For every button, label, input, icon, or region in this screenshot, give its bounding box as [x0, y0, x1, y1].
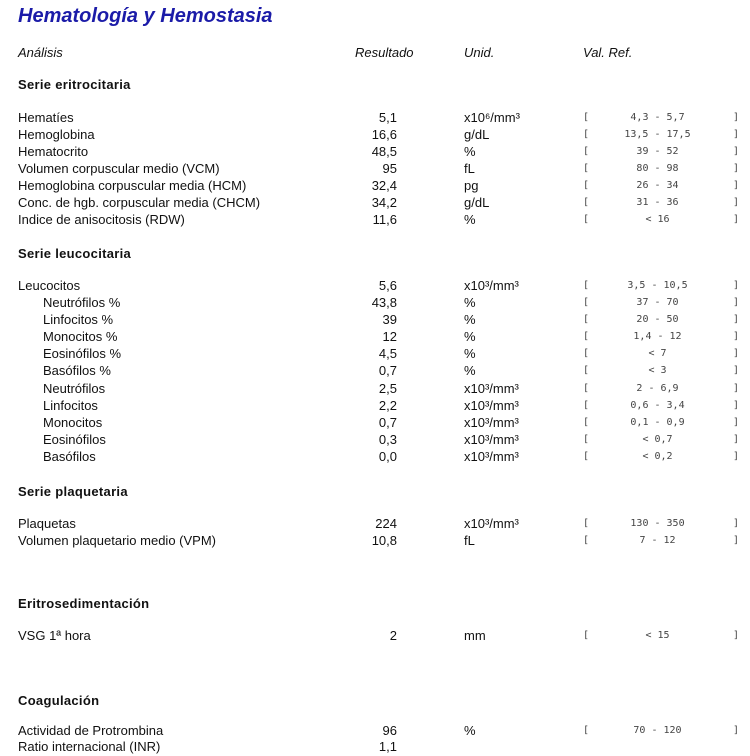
- row-label: Leucocitos: [18, 278, 81, 293]
- table-row: [0, 363, 750, 380]
- ref-bracket-open: [: [583, 112, 590, 123]
- table-row: [0, 381, 750, 398]
- row-ref: 20 - 50: [636, 314, 679, 325]
- row-label: Hemoglobina corpuscular media (HCM): [18, 178, 247, 193]
- row-result: 2,5: [378, 381, 397, 396]
- header-unid: Unid.: [464, 45, 495, 60]
- ref-bracket-close: ]: [733, 400, 740, 411]
- row-ref: 37 - 70: [636, 297, 679, 308]
- ref-bracket-open: [: [583, 400, 590, 411]
- row-ref: 0,6 - 3,4: [630, 400, 685, 411]
- table-row: [0, 516, 750, 533]
- row-result: 0,3: [378, 432, 397, 447]
- table-row: [0, 432, 750, 449]
- ref-bracket-open: [: [583, 197, 590, 208]
- row-label: Volumen corpuscular medio (VCM): [18, 161, 220, 176]
- ref-bracket-close: ]: [733, 535, 740, 546]
- ref-bracket-open: [: [583, 451, 590, 462]
- row-result: 4,5: [378, 346, 397, 361]
- row-ref: 13,5 - 17,5: [624, 129, 691, 140]
- row-result: 10,8: [371, 533, 397, 548]
- table-row: [0, 723, 750, 740]
- table-row: [0, 312, 750, 329]
- row-ref: < 7: [648, 348, 667, 359]
- row-label: Eosinófilos %: [43, 346, 122, 361]
- row-result: 11,6: [372, 212, 397, 227]
- ref-bracket-close: ]: [733, 297, 740, 308]
- row-unit: x10³/mm³: [464, 415, 519, 430]
- row-result: 16,6: [371, 127, 397, 142]
- row-ref: 31 - 36: [636, 197, 679, 208]
- row-result: 12: [382, 329, 397, 344]
- row-label: VSG 1ª hora: [18, 628, 91, 643]
- row-unit: fL: [464, 533, 475, 548]
- row-result: 5,1: [378, 110, 397, 125]
- row-unit: x10³/mm³: [464, 381, 519, 396]
- ref-bracket-open: [: [583, 297, 590, 308]
- row-unit: %: [464, 312, 476, 327]
- table-row: [0, 739, 750, 756]
- row-ref: 2 - 6,9: [636, 383, 679, 394]
- table-row: [0, 449, 750, 466]
- row-result: 224: [375, 516, 397, 531]
- row-result: 95: [382, 161, 397, 176]
- row-label: Indice de anisocitosis (RDW): [18, 212, 185, 227]
- row-ref: 26 - 34: [636, 180, 679, 191]
- row-label: Hemoglobina: [18, 127, 95, 142]
- row-result: 96: [382, 723, 397, 738]
- row-unit: x10³/mm³: [464, 398, 519, 413]
- row-result: 2: [389, 628, 397, 643]
- row-ref: 70 - 120: [633, 725, 682, 736]
- ref-bracket-close: ]: [733, 518, 740, 529]
- row-ref: < 15: [645, 630, 670, 641]
- ref-bracket-close: ]: [733, 630, 740, 641]
- row-unit: %: [464, 295, 476, 310]
- section-title-eritrosed: Eritrosedimentación: [18, 596, 150, 611]
- ref-bracket-open: [: [583, 725, 590, 736]
- table-row: [0, 278, 750, 295]
- row-unit: %: [464, 363, 476, 378]
- row-ref: 80 - 98: [636, 163, 679, 174]
- section-title-plaq: Serie plaquetaria: [18, 484, 128, 499]
- ref-bracket-open: [: [583, 535, 590, 546]
- ref-bracket-close: ]: [733, 180, 740, 191]
- row-label: Plaquetas: [18, 516, 76, 531]
- row-result: 43,8: [371, 295, 397, 310]
- ref-bracket-open: [: [583, 348, 590, 359]
- ref-bracket-open: [: [583, 331, 590, 342]
- row-label: Actividad de Protrombina: [18, 723, 164, 738]
- table-row: [0, 295, 750, 312]
- row-result: 48,5: [371, 144, 397, 159]
- ref-bracket-open: [: [583, 146, 590, 157]
- row-result: 39: [382, 312, 397, 327]
- row-ref: 1,4 - 12: [633, 331, 682, 342]
- ref-bracket-close: ]: [733, 348, 740, 359]
- row-result: 32,4: [371, 178, 397, 193]
- row-unit: x10³/mm³: [464, 278, 519, 293]
- row-label: Basófilos %: [43, 363, 111, 378]
- row-label: Linfocitos %: [43, 312, 114, 327]
- row-ref: 130 - 350: [630, 518, 685, 529]
- table-row: [0, 628, 750, 645]
- row-label: Monocitos %: [43, 329, 118, 344]
- ref-bracket-open: [: [583, 630, 590, 641]
- row-ref: < 0,2: [642, 451, 673, 462]
- row-unit: %: [464, 212, 476, 227]
- row-label: Eosinófilos: [43, 432, 106, 447]
- table-row: [0, 415, 750, 432]
- table-row: [0, 533, 750, 550]
- ref-bracket-close: ]: [733, 434, 740, 445]
- ref-bracket-close: ]: [733, 725, 740, 736]
- row-label: Hematocrito: [18, 144, 89, 159]
- row-result: 5,6: [378, 278, 397, 293]
- ref-bracket-open: [: [583, 280, 590, 291]
- row-unit: %: [464, 329, 476, 344]
- row-ref: < 3: [648, 365, 667, 376]
- row-result: 34,2: [371, 195, 397, 210]
- header-resultado: Resultado: [355, 45, 414, 60]
- row-ref: 7 - 12: [639, 535, 676, 546]
- row-ref: 39 - 52: [636, 146, 679, 157]
- ref-bracket-open: [: [583, 365, 590, 376]
- row-ref: 3,5 - 10,5: [627, 280, 688, 291]
- row-ref: < 0,7: [642, 434, 673, 445]
- row-result: 0,0: [378, 449, 397, 464]
- page-title: Hematología y Hemostasia: [18, 5, 273, 27]
- ref-bracket-close: ]: [733, 146, 740, 157]
- ref-bracket-close: ]: [733, 451, 740, 462]
- table-row: [0, 178, 750, 195]
- table-row: [0, 195, 750, 212]
- table-row: [0, 144, 750, 161]
- row-label: Hematíes: [18, 110, 74, 125]
- header-valref: Val. Ref.: [583, 45, 633, 60]
- row-result: 0,7: [378, 415, 397, 430]
- ref-bracket-open: [: [583, 434, 590, 445]
- row-ref: 0,1 - 0,9: [630, 417, 685, 428]
- row-result: 0,7: [378, 363, 397, 378]
- table-row: [0, 329, 750, 346]
- ref-bracket-close: ]: [733, 163, 740, 174]
- row-label: Neutrófilos: [43, 381, 106, 396]
- row-label: Linfocitos: [43, 398, 98, 413]
- row-label: Basófilos: [43, 449, 96, 464]
- ref-bracket-open: [: [583, 417, 590, 428]
- ref-bracket-open: [: [583, 180, 590, 191]
- row-unit: pg: [464, 178, 479, 193]
- row-unit: fL: [464, 161, 475, 176]
- ref-bracket-close: ]: [733, 365, 740, 376]
- row-unit: x10⁶/mm³: [464, 110, 520, 125]
- table-row: [0, 346, 750, 363]
- section-title-eritro: Serie eritrocitaria: [18, 77, 131, 92]
- table-row: [0, 398, 750, 415]
- row-unit: x10³/mm³: [464, 449, 519, 464]
- row-unit: %: [464, 346, 476, 361]
- row-unit: g/dL: [464, 127, 490, 142]
- row-unit: x10³/mm³: [464, 516, 519, 531]
- row-unit: g/dL: [464, 195, 490, 210]
- ref-bracket-close: ]: [733, 383, 740, 394]
- table-row: [0, 110, 750, 127]
- row-label: Ratio internacional (INR): [18, 739, 161, 754]
- row-label: Volumen plaquetario medio (VPM): [18, 533, 216, 548]
- ref-bracket-open: [: [583, 214, 590, 225]
- ref-bracket-close: ]: [733, 314, 740, 325]
- ref-bracket-close: ]: [733, 197, 740, 208]
- row-label: Neutrófilos %: [43, 295, 121, 310]
- table-row: [0, 212, 750, 229]
- ref-bracket-close: ]: [733, 214, 740, 225]
- row-unit: mm: [464, 628, 486, 643]
- ref-bracket-close: ]: [733, 129, 740, 140]
- row-ref: < 16: [645, 214, 670, 225]
- header-analisis: Análisis: [18, 45, 63, 60]
- row-result: 1,1: [378, 739, 397, 754]
- ref-bracket-open: [: [583, 163, 590, 174]
- row-ref: 4,3 - 5,7: [630, 112, 685, 123]
- table-row: [0, 127, 750, 144]
- row-unit: %: [464, 144, 476, 159]
- table-row: [0, 161, 750, 178]
- ref-bracket-open: [: [583, 518, 590, 529]
- ref-bracket-open: [: [583, 383, 590, 394]
- row-unit: x10³/mm³: [464, 432, 519, 447]
- ref-bracket-close: ]: [733, 280, 740, 291]
- ref-bracket-close: ]: [733, 112, 740, 123]
- row-label: Conc. de hgb. corpuscular media (CHCM): [18, 195, 261, 210]
- row-unit: %: [464, 723, 476, 738]
- ref-bracket-open: [: [583, 129, 590, 140]
- ref-bracket-open: [: [583, 314, 590, 325]
- row-result: 2,2: [378, 398, 397, 413]
- row-label: Monocitos: [43, 415, 103, 430]
- section-title-leuco: Serie leucocitaria: [18, 246, 132, 261]
- ref-bracket-close: ]: [733, 417, 740, 428]
- ref-bracket-close: ]: [733, 331, 740, 342]
- section-title-coag: Coagulación: [18, 693, 100, 708]
